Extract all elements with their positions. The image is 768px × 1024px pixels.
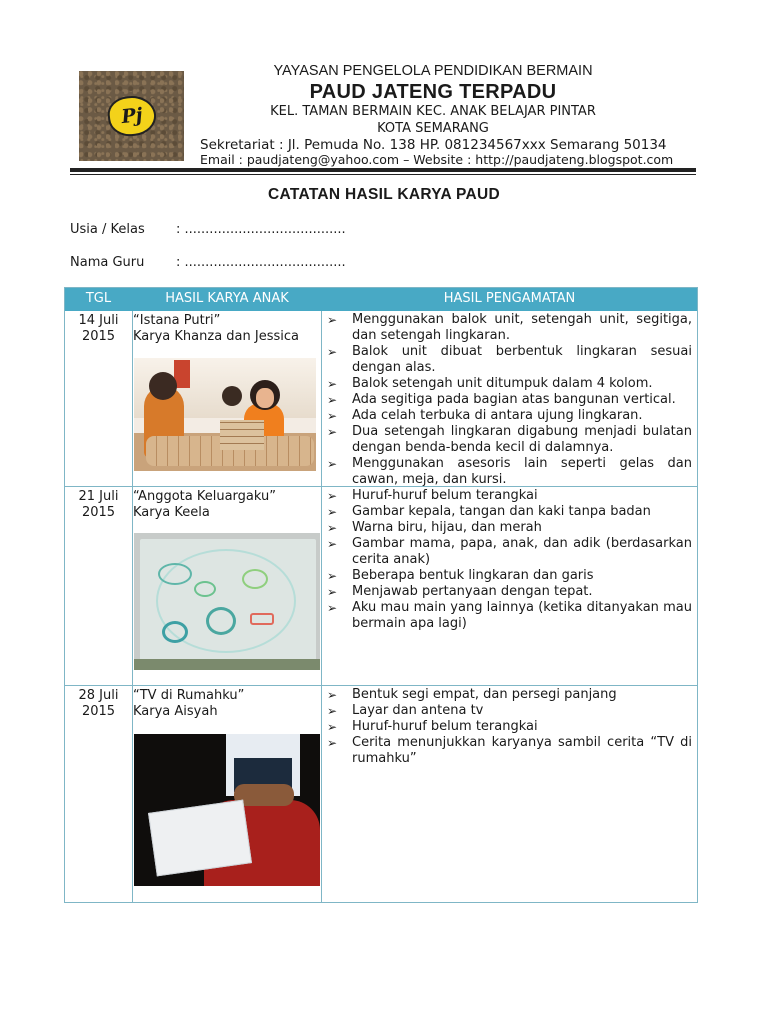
table-row-date: [65, 688, 132, 720]
letterhead-address: Sekretariat : Jl. Pemuda No. 138 HP. 081234567xxx Semarang 50134: [200, 137, 667, 153]
header-observation: HASIL PENGAMATAN: [443, 291, 576, 306]
letterhead-district: KEL. TAMAN BERMAIN KEC. ANAK BELAJAR PINTAR: [270, 104, 596, 119]
table-header: [65, 288, 697, 311]
arrow-bullet-icon: ➢: [327, 345, 338, 359]
column-divider: [132, 311, 133, 903]
artwork-photo-castle: [134, 358, 316, 471]
list-item: [322, 344, 692, 376]
list-item: [322, 687, 692, 703]
observation-list: [322, 312, 692, 488]
observation-text: Aku mau main yang lainnya (ketika ditanyakan mau bermain apa lagi): [352, 600, 692, 631]
arrow-bullet-icon: ➢: [327, 489, 338, 503]
letterhead-foundation: YAYASAN PENGELOLA PENDIDIKAN BERMAIN: [273, 63, 593, 79]
observation-text: Warna biru, hijau, dan merah: [352, 520, 542, 535]
observation-list: [322, 687, 692, 767]
arrow-bullet-icon: ➢: [327, 569, 338, 583]
arrow-bullet-icon: ➢: [327, 313, 338, 327]
list-item: [322, 456, 692, 488]
list-item: [322, 735, 692, 767]
date-day-month: 14 Juli: [78, 313, 119, 328]
observation-text: Menjawab pertanyaan dengan tepat.: [352, 584, 593, 599]
observation-text: Gambar mama, papa, anak, dan adik (berdasarkan cerita anak): [352, 536, 692, 567]
artwork-author: Karya Keela: [133, 505, 210, 520]
observation-text: Bentuk segi empat, dan persegi panjang: [352, 687, 617, 702]
list-item: [322, 568, 692, 584]
table-row-date: [65, 489, 132, 521]
list-item: [322, 424, 692, 456]
list-item: [322, 719, 692, 735]
letterhead-school-name: PAUD JATENG TERPADU: [309, 81, 557, 103]
observation-text: Huruf-huruf belum terangkai: [352, 719, 538, 734]
teacher-name-label: Nama Guru: [70, 255, 145, 270]
letterhead-city: KOTA SEMARANG: [377, 121, 489, 136]
list-item: [322, 392, 692, 408]
date-day-month: 21 Juli: [78, 489, 119, 504]
letterhead-divider-thin: [70, 174, 696, 175]
document-title: CATATAN HASIL KARYA PAUD: [268, 186, 500, 203]
list-item: [322, 408, 692, 424]
list-item: [322, 584, 692, 600]
artwork-info: [133, 688, 319, 720]
header-date: TGL: [85, 291, 112, 306]
observation-text: Balok unit dibuat berbentuk lingkaran sesuai dengan alas.: [352, 344, 692, 375]
observation-text: Gambar kepala, tangan dan kaki tanpa badan: [352, 504, 651, 519]
arrow-bullet-icon: ➢: [327, 505, 338, 519]
arrow-bullet-icon: ➢: [327, 537, 338, 551]
letterhead-divider-thick: [70, 168, 696, 172]
observation-text: Ada celah terbuka di antara ujung lingkaran.: [352, 408, 643, 423]
observation-text: Huruf-huruf belum terangkai: [352, 488, 538, 503]
arrow-bullet-icon: ➢: [327, 377, 338, 391]
list-item: [322, 600, 692, 632]
list-item: [322, 703, 692, 719]
artwork-photo-family-drawing: [134, 533, 320, 670]
arrow-bullet-icon: ➢: [327, 601, 338, 615]
arrow-bullet-icon: ➢: [327, 521, 338, 535]
teacher-name-value: : .......................................: [176, 255, 346, 270]
foundation-logo: [79, 71, 184, 161]
artwork-author: Karya Aisyah: [133, 704, 218, 719]
observation-text: Menggunakan balok unit, setengah unit, segitiga, dan setengah lingkaran.: [352, 312, 692, 343]
observation-text: Layar dan antena tv: [352, 703, 484, 718]
list-item: [322, 536, 692, 568]
list-item: [322, 504, 692, 520]
arrow-bullet-icon: ➢: [327, 736, 338, 750]
row-divider: [65, 685, 697, 686]
observation-text: Menggunakan asesoris lain seperti gelas dan cawan, meja, dan kursi.: [352, 456, 692, 487]
list-item: [322, 376, 692, 392]
artwork-author: Karya Khanza dan Jessica: [133, 329, 299, 344]
age-class-label: Usia / Kelas: [70, 222, 145, 237]
list-item: [322, 488, 692, 504]
logo-badge: Pj: [106, 94, 158, 139]
header-artwork: HASIL KARYA ANAK: [165, 291, 289, 306]
arrow-bullet-icon: ➢: [327, 409, 338, 423]
date-year: 2015: [81, 505, 116, 520]
artwork-info: [133, 489, 319, 521]
observation-text: Balok setengah unit ditumpuk dalam 4 kolom.: [352, 376, 653, 391]
arrow-bullet-icon: ➢: [327, 585, 338, 599]
arrow-bullet-icon: ➢: [327, 425, 338, 439]
artwork-title: “TV di Rumahku”: [133, 688, 245, 703]
observation-text: Ada segitiga pada bagian atas bangunan vertical.: [352, 392, 676, 407]
arrow-bullet-icon: ➢: [327, 688, 338, 702]
artwork-info: [133, 313, 319, 345]
arrow-bullet-icon: ➢: [327, 393, 338, 407]
observation-text: Dua setengah lingkaran digabung menjadi bulatan dengan benda-benda kecil di dalamnya.: [352, 424, 692, 455]
letterhead-contact: Email : paudjateng@yahoo.com – Website : http://paudjateng.blogspot.com: [200, 152, 674, 167]
observation-text: Beberapa bentuk lingkaran dan garis: [352, 568, 594, 583]
arrow-bullet-icon: ➢: [327, 720, 338, 734]
list-item: [322, 520, 692, 536]
list-item: [322, 312, 692, 344]
date-day-month: 28 Juli: [78, 688, 119, 703]
artwork-title: “Istana Putri”: [133, 313, 221, 328]
age-class-value: : .......................................: [176, 222, 346, 237]
artwork-title: “Anggota Keluargaku”: [133, 489, 276, 504]
observation-list: [322, 488, 692, 632]
observation-table: [64, 287, 698, 903]
observation-text: Cerita menunjukkan karyanya sambil cerita “TV di rumahku”: [352, 735, 692, 766]
arrow-bullet-icon: ➢: [327, 704, 338, 718]
date-year: 2015: [81, 329, 116, 344]
arrow-bullet-icon: ➢: [327, 457, 338, 471]
date-year: 2015: [81, 704, 116, 719]
artwork-photo-tv: [134, 734, 320, 886]
table-row-date: [65, 313, 132, 345]
